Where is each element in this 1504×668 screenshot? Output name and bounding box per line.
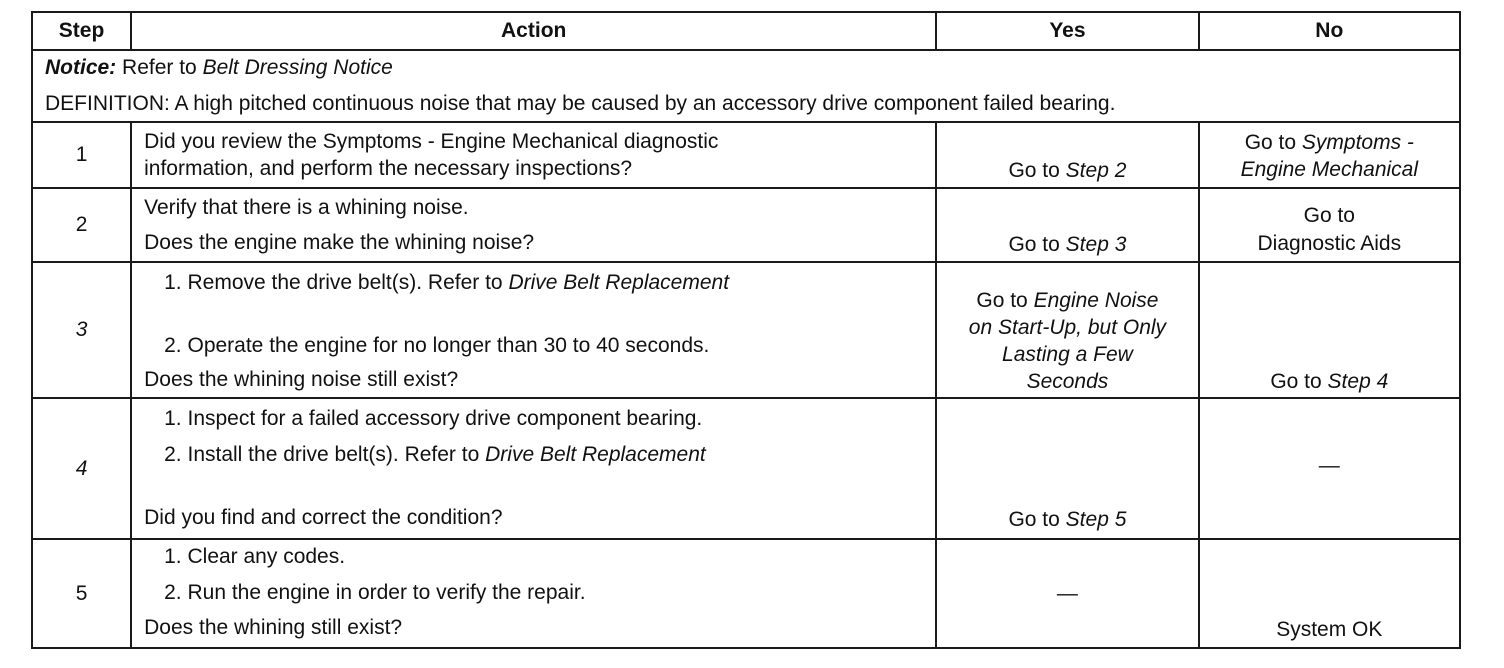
item-number: 2. (164, 334, 182, 357)
yes-link[interactable]: Step 3 (1065, 233, 1127, 256)
table-row (32, 262, 1460, 398)
item-text: Install the drive belt(s). Refer to (187, 443, 480, 466)
no-dash: — (1318, 454, 1340, 477)
action-line: Verify that there is a whining noise. (144, 196, 469, 219)
notice-label: Notice: (45, 56, 117, 79)
item-text: Inspect for a failed accessory drive component bearing. (187, 407, 703, 430)
action-item (164, 407, 702, 431)
action-item (164, 271, 729, 295)
item-text: Clear any codes. (187, 545, 346, 568)
definition-text: DEFINITION: A high pitched continuous noise that may be caused by an accessory drive component failed bearing. (45, 92, 1116, 115)
no-prefix: Go to (1303, 204, 1355, 227)
yes-prefix: Go to (1008, 508, 1060, 531)
yes-link[interactable]: on Start-Up, but Only (968, 316, 1167, 339)
step-number: 3 (32, 262, 131, 398)
action-question: Does the engine make the whining noise? (144, 231, 535, 254)
action-line: information, and perform the necessary inspections? (144, 157, 633, 180)
item-number: 1. (164, 407, 182, 430)
item-link[interactable]: Drive Belt Replacement (485, 443, 706, 466)
no-link[interactable]: Engine Mechanical (1240, 158, 1419, 181)
action-item (164, 443, 706, 467)
notice-row (32, 50, 1460, 122)
no-link[interactable]: Diagnostic Aids (1257, 232, 1402, 255)
step-number: 2 (32, 188, 131, 262)
notice-link[interactable]: Belt Dressing Notice (202, 56, 393, 79)
notice-text: Refer to (122, 56, 197, 79)
yes-action (937, 508, 1197, 532)
no-action (1200, 370, 1459, 394)
action-item (164, 545, 345, 569)
table-row (32, 122, 1460, 188)
table-row (32, 539, 1460, 648)
no-prefix: Go to (1244, 131, 1297, 154)
yes-link[interactable]: Step 5 (1065, 508, 1127, 531)
action-question: Does the whining noise still exist? (144, 368, 459, 391)
action-question: Did you find and correct the condition? (144, 506, 503, 529)
action-item (164, 581, 585, 605)
notice-line (45, 56, 393, 80)
yes-action (937, 233, 1197, 257)
yes-prefix: Go to (1008, 159, 1060, 182)
item-number: 2. (164, 581, 182, 604)
action-item (164, 334, 709, 358)
no-prefix: Go to (1270, 370, 1322, 393)
step-number: 1 (32, 122, 131, 188)
item-link[interactable]: Drive Belt Replacement (508, 271, 730, 294)
item-text: Operate the engine for no longer than 30 to 40 seconds. (187, 334, 710, 357)
header-action: Action (131, 12, 936, 50)
step-number: 5 (32, 539, 131, 648)
yes-link[interactable]: Seconds (1026, 370, 1109, 393)
header-no: No (1199, 12, 1460, 50)
header-step: Step (32, 12, 131, 50)
yes-action (937, 289, 1197, 313)
header-yes: Yes (936, 12, 1198, 50)
table-row (32, 398, 1460, 539)
yes-prefix: Go to (976, 289, 1028, 312)
no-result: System OK (1276, 618, 1383, 641)
no-link[interactable]: Step 4 (1327, 370, 1389, 393)
item-number: 2. (164, 443, 182, 466)
item-text: Remove the drive belt(s). Refer to (187, 271, 503, 294)
step-number: 4 (32, 398, 131, 539)
yes-action (937, 159, 1197, 183)
diagnostic-table (31, 11, 1461, 649)
item-number: 1. (164, 545, 182, 568)
action-line: Did you review the Symptoms - Engine Mechanical diagnostic (144, 130, 719, 153)
item-number: 1. (164, 271, 182, 294)
no-action (1200, 131, 1459, 155)
header-row (32, 12, 1460, 50)
table-row (32, 188, 1460, 262)
no-link[interactable]: Symptoms - (1301, 131, 1414, 154)
yes-dash: — (1056, 582, 1078, 605)
action-question: Does the whining still exist? (144, 616, 403, 639)
item-text: Run the engine in order to verify the repair. (187, 581, 586, 604)
yes-prefix: Go to (1008, 233, 1060, 256)
yes-link[interactable]: Step 2 (1065, 159, 1127, 182)
yes-link[interactable]: Lasting a Few (1002, 343, 1133, 366)
yes-link[interactable]: Engine Noise (1033, 289, 1159, 312)
